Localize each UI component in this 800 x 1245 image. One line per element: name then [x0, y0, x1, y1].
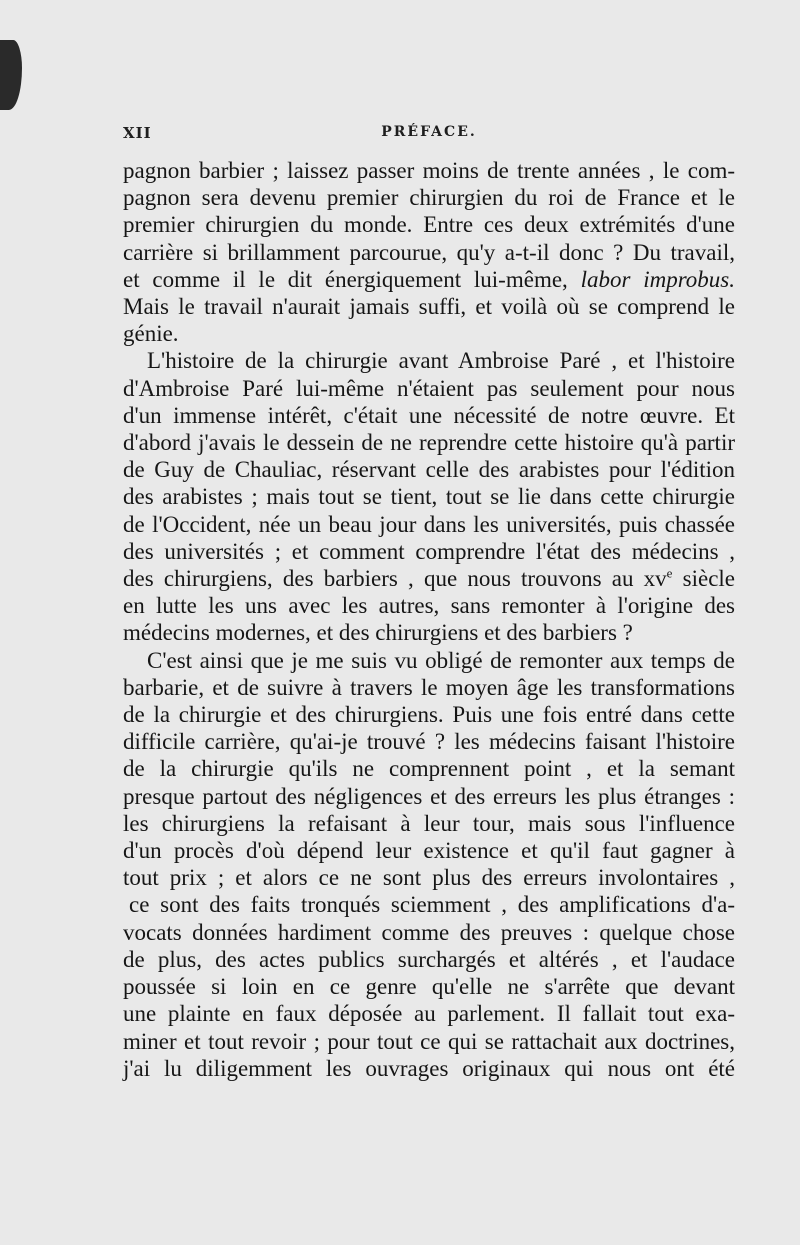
text-line: carrière si brillamment parcourue, qu'y a-t-il donc ? Du travail,: [123, 239, 735, 265]
text-line: pagnon barbier ; laissez passer moins de trente années , le com-: [123, 158, 735, 183]
text-line: miner et tout revoir ; pour tout ce qui se rattachait aux doctrines,: [123, 1028, 735, 1054]
text-line: d'Ambroise Paré lui-même n'étaient pas seulement pour nous: [123, 375, 735, 401]
text-line: en lutte les uns avec les autres, sans remonter à l'origine des: [123, 593, 735, 619]
italic-phrase: labor improbus.: [580, 266, 735, 292]
text-line: de l'Occident, née un beau jour dans les universités, puis chassée: [123, 511, 735, 537]
page-number: XII: [123, 124, 152, 142]
text-line: L'histoire de la chirurgie avant Ambroise Paré , et l'histoire: [147, 348, 735, 374]
text-line: des arabistes ; mais tout se tient, tout se lie dans cette chirurgie: [123, 484, 735, 510]
text-line: les chirurgiens la refaisant à leur tour, mais sous l'influence: [123, 810, 735, 836]
superscript: e: [666, 565, 673, 581]
text-line: [123, 565, 735, 592]
paragraph-3: [123, 647, 735, 1082]
text-line: de plus, des actes publics surchargés et altérés , et l'audace: [123, 946, 735, 972]
paragraph-2: [123, 347, 735, 646]
text-line: d'un immense intérêt, c'était une nécessité de notre œuvre. Et: [123, 402, 735, 428]
text-line: génie.: [123, 321, 179, 347]
text-line: presque partout des négligences et des erreurs les plus étranges :: [123, 783, 735, 809]
paragraph-1: [123, 157, 735, 347]
text-line: [123, 266, 735, 293]
text-line: poussée si loin en ce genre qu'elle ne s'arrête que devant: [123, 974, 735, 1000]
text-line: C'est ainsi que je me suis vu obligé de remonter aux temps de: [147, 647, 735, 673]
text-line: j'ai lu diligemment les ouvrages originaux qui nous ont été: [123, 1055, 735, 1081]
text-line: Mais le travail n'aurait jamais suffi, et voilà où se comprend le: [123, 294, 735, 320]
text-line: premier chirurgien du monde. Entre ces deux extrémités d'une: [123, 212, 735, 238]
text-line: barbarie, et de suivre à travers le moyen âge les transformations: [123, 674, 735, 700]
text-line: vocats données hardiment comme des preuves : quelque chose: [123, 919, 735, 945]
text-line: de la chirurgie et des chirurgiens. Puis une fois entré dans cette: [123, 702, 735, 728]
text-line: une plainte en faux déposée au parlement. Il fallait tout exa-: [123, 1001, 735, 1027]
text-line: pagnon sera devenu premier chirurgien du roi de France et le: [123, 185, 735, 211]
text-line: d'abord j'avais le dessein de ne reprendre cette histoire qu'à partir: [123, 430, 735, 456]
text-line: de Guy de Chauliac, réservant celle des arabistes pour l'édition: [123, 457, 735, 483]
ink-blot: [0, 40, 22, 110]
body-text: [123, 157, 735, 1082]
text-line: difficile carrière, qu'ai-je trouvé ? les médecins faisant l'histoire: [123, 729, 735, 755]
running-title: PRÉFACE.: [381, 124, 477, 140]
text-line: des universités ; et comment comprendre l'état des médecins ,: [123, 538, 735, 564]
text-line: ce sont des faits tronqués sciemment , des amplifications d'a-: [129, 892, 735, 918]
text-line: d'un procès d'où dépend leur existence et qu'il faut gagner à: [123, 838, 735, 864]
text-line: de la chirurgie qu'ils ne comprennent point , et la semant: [123, 756, 735, 782]
text-run: siècle: [672, 566, 735, 592]
running-head: [123, 124, 735, 148]
text-run: des chirurgiens, des barbiers , que nous trouvons au xv: [123, 566, 667, 592]
text-line: tout prix ; et alors ce ne sont plus des erreurs involontaires ,: [123, 865, 735, 891]
text-line: médecins modernes, et des chirurgiens et des barbiers ?: [123, 620, 633, 646]
text-run: et comme il le dit énergiquement lui-même,: [123, 266, 581, 292]
